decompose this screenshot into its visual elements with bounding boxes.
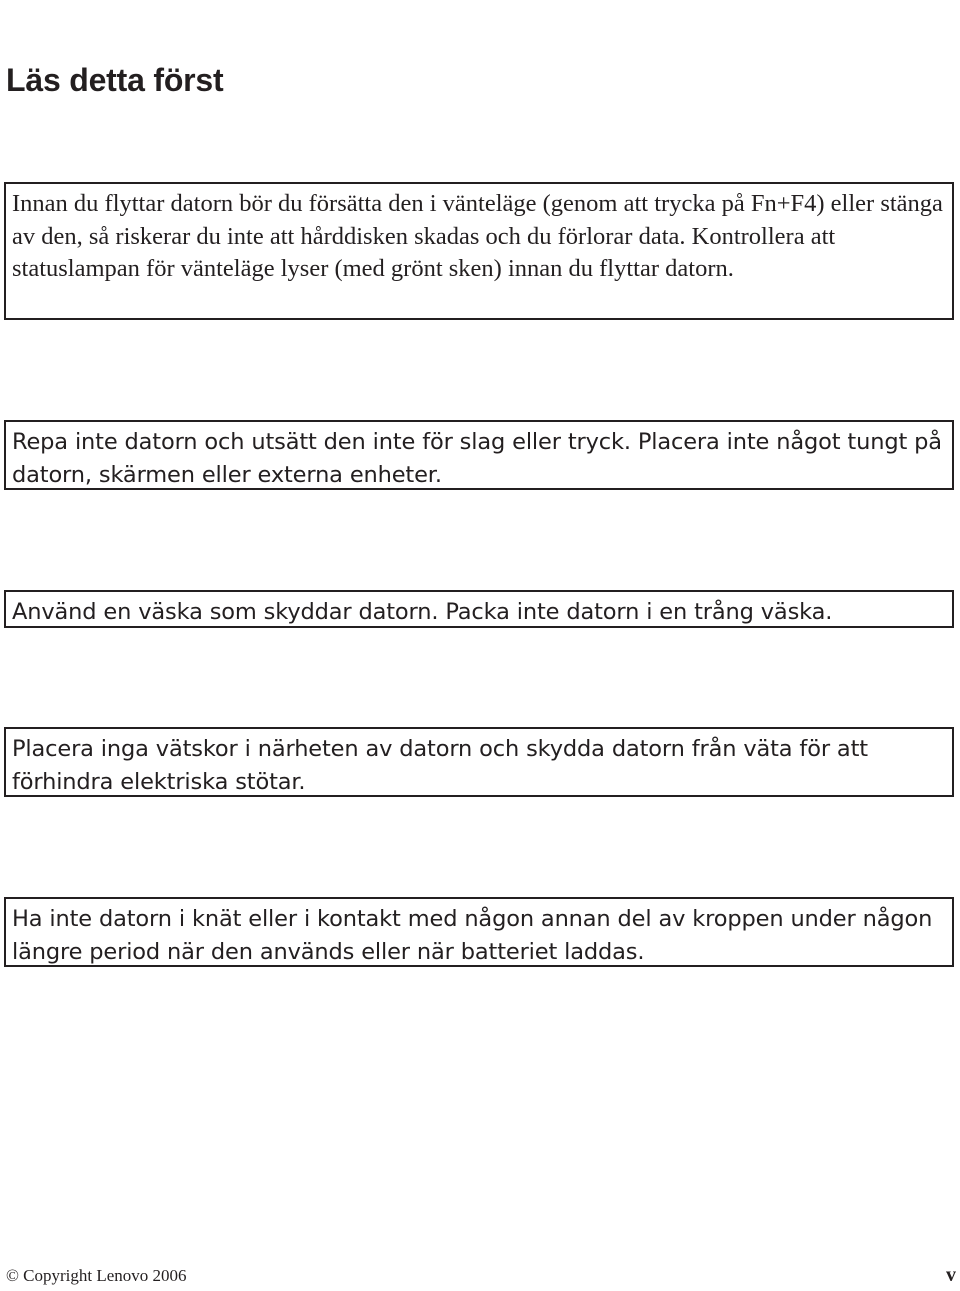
notice-box-carrying-case bbox=[4, 590, 954, 628]
notice-box-moving bbox=[4, 182, 954, 320]
page-title: Läs detta först bbox=[6, 62, 224, 98]
notice-text: Innan du flyttar datorn bör du försätta den i vänteläge (genom att trycka på Fn+F4) eller stänga av den, så riskerar du inte att hårddisken skadas och du förlorar data. Kontrollera att statuslampan för vänteläge lyser (med grönt sken) innan du flyttar datorn. bbox=[12, 190, 943, 282]
notice-box-liquids bbox=[4, 727, 954, 797]
page-number: v bbox=[946, 1264, 956, 1286]
copyright-notice: © Copyright Lenovo 2006 bbox=[6, 1266, 187, 1285]
notice-box-handling bbox=[4, 420, 954, 490]
notice-text: Placera inga vätskor i närheten av datorn och skydda datorn från väta för att förhindra elektriska stötar. bbox=[12, 736, 868, 795]
notice-text: Repa inte datorn och utsätt den inte för slag eller tryck. Placera inte något tungt på datorn, skärmen eller externa enheter. bbox=[12, 429, 942, 488]
notice-box-heat bbox=[4, 897, 954, 967]
notice-text: Ha inte datorn i knät eller i kontakt med någon annan del av kroppen under någon längre period när den används eller när batteriet laddas. bbox=[12, 906, 933, 965]
notice-text: Använd en väska som skyddar datorn. Packa inte datorn i en trång väska. bbox=[12, 599, 833, 625]
